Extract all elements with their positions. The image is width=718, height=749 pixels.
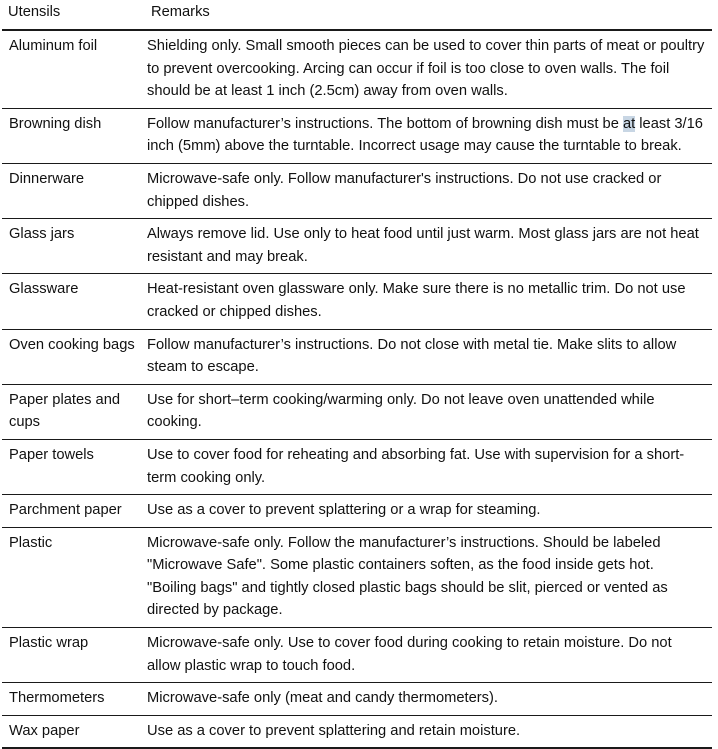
remarks-cell: Microwave-safe only. Use to cover food during cooking to retain moisture. Do not allow plastic wrap to touch food. xyxy=(145,628,712,683)
table-row xyxy=(2,163,712,218)
remarks-text-after-selection: least 3/16 inch (5mm) above the turntable. Incorrect usage may cause the turntable to break. xyxy=(147,115,703,155)
table-row xyxy=(2,527,712,627)
table-body xyxy=(2,30,712,748)
column-header-utensils: Utensils xyxy=(8,4,61,20)
remarks-cell: Use to cover food for reheating and absorbing fat. Use with supervision for a short-term cooking only. xyxy=(145,439,712,494)
table-row xyxy=(2,628,712,683)
utensil-name-cell: Dinnerware xyxy=(2,163,145,218)
column-header-remarks: Remarks xyxy=(151,4,210,20)
utensil-name-cell: Aluminum foil xyxy=(9,38,98,54)
remarks-cell: Microwave-safe only. Follow manufacturer's instructions. Do not use cracked or chipped dishes. xyxy=(145,163,712,218)
table-header-row xyxy=(2,0,712,30)
utensil-name-cell: Oven cooking bags xyxy=(2,329,145,384)
table-header xyxy=(2,0,712,30)
utensil-name-cell: Plastic xyxy=(2,527,145,627)
remarks-cell: Shielding only. Small smooth pieces can be used to cover thin parts of meat or poultry to prevent overcooking. Arcing can occur if foil is too close to oven walls. The foil should be at least 1 inch (2.5cm) away from oven walls. xyxy=(147,38,705,100)
utensil-name-cell: Paper plates and cups xyxy=(2,384,145,439)
remarks-cell: Microwave-safe only. Follow the manufacturer’s instructions. Should be labeled "Microwave Safe". Some plastic containers soften, as the food inside gets hot. "Boiling bags" and tightly closed plastic bags should be slit, pierced or vented as directed by package. xyxy=(145,527,712,627)
remarks-cell: Heat-resistant oven glassware only. Make sure there is no metallic trim. Do not use cracked or chipped dishes. xyxy=(145,274,712,329)
utensil-name-cell: Thermometers xyxy=(2,683,145,716)
table-row xyxy=(2,30,712,108)
remarks-cell: Use as a cover to prevent splattering and retain moisture. xyxy=(145,715,712,748)
table-row xyxy=(2,715,712,748)
remarks-cell xyxy=(145,108,712,163)
utensil-name-cell: Plastic wrap xyxy=(2,628,145,683)
utensil-name-cell: Parchment paper xyxy=(2,495,145,528)
table-row xyxy=(2,274,712,329)
table-row xyxy=(2,683,712,716)
remarks-cell: Follow manufacturer’s instructions. Do not close with metal tie. Make slits to allow steam to escape. xyxy=(145,329,712,384)
utensil-guide-table xyxy=(2,0,712,749)
table-row xyxy=(2,439,712,494)
selected-text-highlight[interactable]: at xyxy=(622,115,636,132)
utensil-name-cell: Paper towels xyxy=(2,439,145,494)
utensil-name-cell: Glass jars xyxy=(2,219,145,274)
table-row xyxy=(2,384,712,439)
table-row xyxy=(2,219,712,274)
utensil-name-cell: Browning dish xyxy=(2,108,145,163)
remarks-text-before-selection: Follow manufacturer’s instructions. The bottom of browning dish must be xyxy=(147,115,623,132)
remarks-cell: Microwave-safe only (meat and candy thermometers). xyxy=(145,683,712,716)
remarks-cell: Always remove lid. Use only to heat food until just warm. Most glass jars are not heat resistant and may break. xyxy=(145,219,712,274)
table-row xyxy=(2,495,712,528)
utensil-name-cell: Glassware xyxy=(2,274,145,329)
utensil-name-cell: Wax paper xyxy=(2,715,145,748)
table-row xyxy=(2,329,712,384)
table-row xyxy=(2,108,712,163)
remarks-cell: Use for short–term cooking/warming only. Do not leave oven unattended while cooking. xyxy=(145,384,712,439)
remarks-cell: Use as a cover to prevent splattering or a wrap for steaming. xyxy=(145,495,712,528)
